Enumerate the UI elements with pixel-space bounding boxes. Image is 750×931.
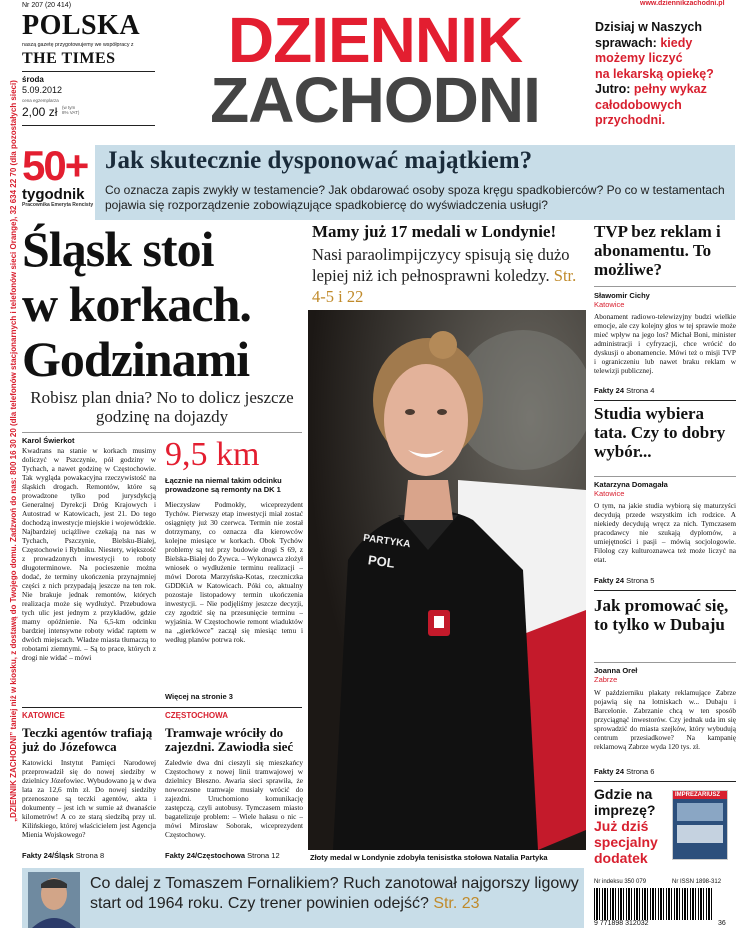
- badge-sub: Pracownika Emeryta Rencisty: [22, 202, 94, 208]
- studia-title: Studia wybiera tata. Czy to dobry wybór...: [594, 404, 726, 461]
- footer-text: Co dalej z Tomaszem Fornalikiem? Ruch zanotował najgorszy ligowy start od 1964 roku. Czy trener powinien odejść? Str. 23: [90, 875, 579, 912]
- price: 2,00 zł: [22, 105, 58, 119]
- dubaj-city: Zabrze: [594, 675, 618, 684]
- katowice-label: KATOWICE: [22, 711, 65, 720]
- coach-photo: [28, 872, 80, 928]
- main-headline: Śląsk stoi w korkach. Godzinami: [22, 221, 251, 387]
- czestochowa-title: Tramwaje wróciły do zajezdni. Zawiodła sieć: [165, 725, 294, 754]
- katowice-ref: Fakty 24/Śląsk Strona 8: [22, 851, 105, 860]
- main-col-1: Kwadrans na stanie w korkach musimy doliczyć w Pszczynie, pół godziny w Tychach, a nawet godzinę w Częstochowie. Tak wygląda powakacyjna rzeczywistość na śląskich drogach. Remontów, które są prowadzone tylko pod jurysdykcją Generalnej Dyrekcji Dróg Krajowych i Autostrad w Katowicach, jest 21. Do tego dochodzą inwestycje miejskie i wojewódzkie. Najbardziej uciążliwe czekają na nas w Tychach, Pszczynie, Bielsku-Białej, Częstochowie i Rybniku. Niestety, większość z prowadzonych inwestycji to roboty długoterminowe. Na pocieszenie można dodać, że terminy ukończenia przynajmniej części z nich przypadają jeszcze na ten rok. Nie brakuje jednak remontów, których realizacja może się wydłużyć. Przebudowa tych ulic jest jednym z przykładów, gdzie mamy opóźnienie. Na 6,5-km odcinku bardziej intensywne roboty widać raptem w dwóch miejscach. Władze miasta tłumaczą to robotami ziemnymi. – Są to prace, których z drogi nie widać – mówi: [22, 446, 156, 662]
- tvp-text: Abonament radiowo-telewizyjny budzi wielkie emocje, ale czy kolejny głos w tej sprawie może mieć wpływ na jego los? Michał Boni, minister administracji i cyfryzacji, chce wrócić do dyskusji o abonamencie. Mówi też o misji TVP i ograniczeniu lub nawet braku reklam w telewizji publicznej.: [594, 312, 736, 375]
- website-url[interactable]: www.dziennikzachodni.pl: [640, 0, 725, 7]
- supplement-headline: Jak skutecznie dysponować majątkiem?: [105, 147, 533, 174]
- photo-caption: Złoty medal w Londynie zdobyła tenisistka stołowa Natalia Partyka: [310, 853, 548, 862]
- index-label: Nr indeksu 350 079: [594, 879, 647, 885]
- main-col-2: Mieczysław Podmokły, wiceprezydent Tychów. Pierwszy etap inwestycji miał zostać osiągnięty już 30 czerwca. Termin nie został dotrzymany, co oznacza dla kierowców kolejne miesiące w korkach. Obok Tychów problemy są też przy budowie drogi S 69, z Bielska-Białej do Żywca. – Wykonawca złożył wniosek o wydłużenie terminu realizacji – mówi Dorota Marzyńska-Kotas, rzeczniczka GDDKiA w Katowicach. Póki co, aktualny pozostaje listopadowy termin ukończenia inwestycji. – Nie podjęliśmy jeszcze decyzji, czy zgodzić się na przesunięcie terminu – wyjaśnia. W Częstochowie remont wiaduktów na „gierkówce” zaczął się miesiąc temu i według planów potrwa rok.: [165, 500, 303, 644]
- main-stat-caption: Łącznie na niemal takim odcinku prowadzone są remonty na DK 1: [165, 476, 282, 494]
- barcode: [594, 888, 714, 920]
- tygodnik-badge: [22, 142, 94, 220]
- issue-number: Nr 207 (20 414): [22, 2, 72, 9]
- athlete-photo: [308, 310, 586, 850]
- tvp-city: Katowice: [594, 300, 625, 309]
- promo-answer: Już dziś specjalny dodatek: [594, 818, 658, 866]
- partner-note: naszą gazetę przygotowujemy we współpracy z: [22, 42, 134, 48]
- side-strip-subscription: „DZIENNIK ZACHODNI” taniej niż w kiosku, z dostawą do Twojego domu. Zadzwoń do nas: 800 16 30 20 (dla telefonów stacjonarnych i telefonów sieci Orange), 32 634 22 70 (dla pozostałych sieci): [9, 80, 18, 822]
- tvp-author: Sławomir Cichy: [594, 291, 650, 300]
- czestochowa-label: CZĘSTOCHOWA: [165, 711, 228, 720]
- studia-city: Katowice: [594, 489, 625, 498]
- top-promo: Dzisiaj w Naszych sprawach: kiedy możemy liczyć na lekarską opiekę? Jutro: pełny wykaz całodobowych przychodni.: [595, 20, 714, 127]
- tvp-ref: Fakty 24 Strona 4: [594, 386, 655, 395]
- supplement-text: Co oznacza zapis zwykły w testamencie? Jak obdarować osoby spoza kręgu spadkobierców? Po co w testamentach pojawia się rozporządzenie zobowiązujące spadkobiercę do wyświadczenia usługi?: [105, 183, 725, 212]
- czestochowa-text: Zaledwie dwa dni cieszyli się mieszkańcy Częstochowy z nowej linii tramwajowej w dzielnicy Błeszno. Awaria sieci sprawiła, że nowoczesne tramwaje musiały wrócić do zajezdni. Uruchomiono komunikację zastępczą, czyli autobusy. Tymczasem miasto bagatelizuje problem: – Wiele hałasu o nic – mówi Mirosław Soborak, wiceprezydent Częstochowy.: [165, 758, 303, 839]
- studia-text: O tym, na jakie studia wybiorą się maturzyści decydują przede wszystkim ich rodzice. A niekiedy decydują wręcz za nich. Tymczasem pracodawcy nie szukają dyplomów, a umiejętności i pasji – mówią socjologowie. Filolog czy kulturoznawca też może liczyć na etat.: [594, 501, 736, 564]
- footer-band: [22, 868, 584, 928]
- katowice-title: Teczki agentów trafiają już do Józefowca: [22, 725, 153, 754]
- dubaj-text: W październiku plakaty reklamujące Zabrze pojawią się na lotniskach w... Dubaju i Barcelonie. Zabrzanie chcą w ten sposób przyciągnąć inwestorów. Czy jednak uda im się sprowadzić do miasta szejków, który wybudują centrum przesiadkowe? Na kampanię reklamową Zabrze wyda 120 tys. zł.: [594, 688, 736, 751]
- studia-ref: Fakty 24 Strona 5: [594, 576, 655, 585]
- masthead-title-1: DZIENNIK: [227, 4, 523, 76]
- photo-headline: Mamy już 17 medali w Londynie!: [312, 222, 557, 241]
- barcode-issue: 36: [718, 920, 726, 927]
- times-logo: THE TIMES: [22, 50, 116, 67]
- dubaj-title: Jak promować się, to tylko w Dubaju: [594, 596, 729, 634]
- price-vat: (w tym 8% VAT): [62, 105, 80, 115]
- barcode-digits: 9 771898 312032: [594, 920, 649, 927]
- main-author: Karol Świerkot: [22, 436, 75, 445]
- badge-number: 50+: [22, 142, 88, 189]
- date: 5.09.2012: [22, 85, 63, 95]
- main-stat-value: 9,5 km: [165, 436, 260, 473]
- czestochowa-ref: Fakty 24/Częstochowa Strona 12: [165, 851, 280, 860]
- price-note: cena egzemplarza: [22, 98, 59, 103]
- promo-question: Gdzie na imprezę?: [594, 786, 656, 818]
- imprezariusz-thumb[interactable]: [672, 790, 728, 860]
- polska-logo: POLSKA: [22, 10, 141, 41]
- issn: Nr ISSN 1898-312: [672, 879, 722, 885]
- tvp-title: TVP bez reklam i abonamentu. To możliwe?: [594, 222, 721, 279]
- katowice-text: Katowicki Instytut Pamięci Narodowej przeprowadził się do nowej siedziby w dzielnicy Józefowiec. Wybudowano ją w dwa lata za 12,6 mln zł. Do nowej siedziby przenoszone są teczki agentów, akta i dokumenty – jest ich w sumie aż dwanaście kilometrów! A co ze starą siedzibą przy ul. Kilińskiego, której właścicielem jest Agencja Mienia Wojskowego?: [22, 758, 156, 839]
- shirt-country: POL: [367, 552, 396, 571]
- shirt-name: PARTYKA: [362, 532, 412, 551]
- supplement-band: [95, 145, 735, 220]
- studia-author: Katarzyna Domagała: [594, 480, 668, 489]
- masthead-title-2: ZACHODNI: [210, 64, 540, 136]
- main-more[interactable]: Więcej na stronie 3: [165, 692, 233, 701]
- badge-name: tygodnik: [22, 186, 85, 203]
- dubaj-ref: Fakty 24 Strona 6: [594, 767, 655, 776]
- weekday: środa: [22, 75, 44, 84]
- dubaj-author: Joanna Oreł: [594, 666, 638, 675]
- imprezariusz-label: IMPREZARIUSZ: [673, 791, 727, 799]
- photo-text: Nasi paraolimpijczycy spisują się dużo lepiej niż ich pełnosprawni koledzy. Str. 4-5 i 22: [312, 245, 577, 306]
- main-deck: Robisz plan dnia? No to dolicz jeszcze godzinę na dojazdy: [30, 388, 294, 426]
